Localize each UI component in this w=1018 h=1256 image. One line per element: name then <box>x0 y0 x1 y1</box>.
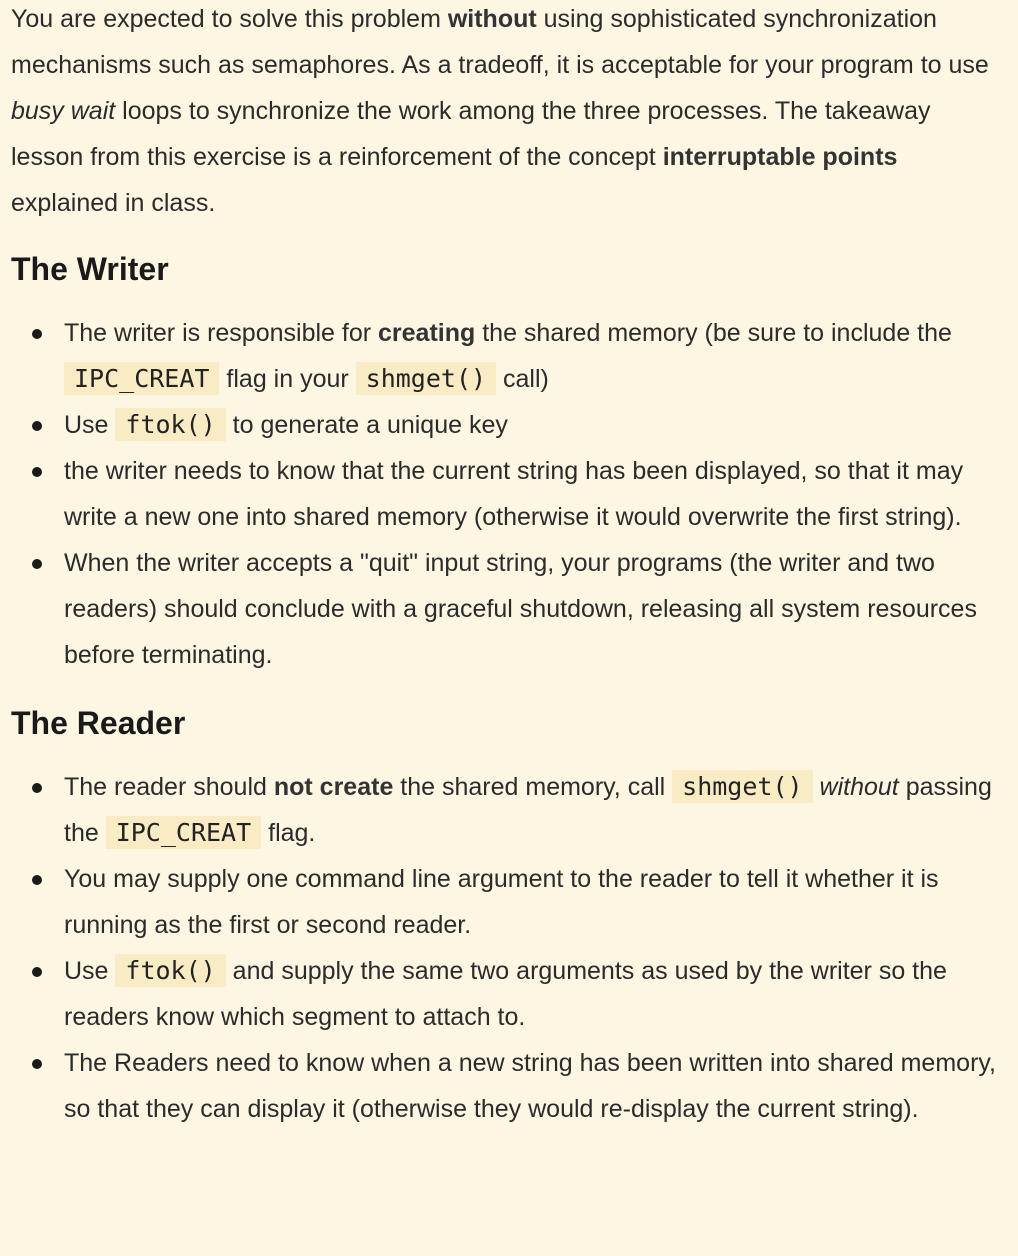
emphasis-interruptable-points: interruptable points <box>662 143 898 171</box>
list-text: Use <box>64 411 116 439</box>
emphasis-without: without <box>447 5 537 33</box>
emphasis-creating: creating <box>378 319 476 347</box>
list-text: to generate a unique key <box>225 411 508 439</box>
code-shmget: shmget() <box>672 770 812 803</box>
code-ipc-creat: IPC_CREAT <box>64 362 219 395</box>
list-text: Use <box>64 957 116 985</box>
reader-list-item <box>64 948 1000 1040</box>
list-text: The writer is responsible for <box>64 319 379 347</box>
writer-list-item <box>64 448 1000 540</box>
list-text: You may supply one command line argument to the reader to tell it whether it is running as the first or second reader. <box>64 865 939 939</box>
reader-list-item <box>64 764 1000 856</box>
intro-text: You are expected to solve this problem <box>11 5 448 33</box>
code-ipc-creat: IPC_CREAT <box>106 816 261 849</box>
list-text: flag. <box>261 819 316 847</box>
intro-text: explained in class. <box>11 189 216 217</box>
emphasis-busy-wait: busy wait <box>11 97 116 125</box>
writer-list-item <box>64 540 1000 678</box>
list-text: The Readers need to know when a new string has been written into shared memory, so that they can display it (otherwise they would re-display the current string). <box>64 1049 996 1123</box>
list-text: the shared memory (be sure to include the <box>475 319 952 347</box>
intro-text: using sophisticated synchronization mechanisms such as semaphores. As a tradeoff, it is acceptable for your program to use <box>11 5 989 79</box>
intro-paragraph <box>11 0 1000 226</box>
writer-list-item <box>64 402 1000 448</box>
list-text: The reader should <box>64 773 274 801</box>
reader-list-item <box>64 856 1000 948</box>
code-shmget: shmget() <box>356 362 496 395</box>
emphasis-not-create: not create <box>273 773 394 801</box>
emphasis-without: without <box>819 773 899 801</box>
list-text: passing the <box>64 773 992 847</box>
list-text: the shared memory, call <box>393 773 673 801</box>
intro-text: loops to synchronize the work among the three processes. The takeaway lesson from this exercise is a reinforcement of the concept <box>11 97 931 171</box>
reader-list <box>11 764 1000 1132</box>
list-text: and supply the same two arguments as used by the writer so the readers know which segment to attach to. <box>64 957 947 1031</box>
list-text: the writer needs to know that the current string has been displayed, so that it may write a new one into shared memory (otherwise it would overwrite the first string). <box>64 457 964 531</box>
code-ftok: ftok() <box>115 408 225 441</box>
reader-heading: The Reader <box>11 705 186 741</box>
list-text <box>813 773 820 801</box>
writer-heading: The Writer <box>11 251 169 287</box>
list-text: call) <box>496 365 549 393</box>
code-ftok: ftok() <box>115 954 225 987</box>
writer-list <box>11 310 1000 678</box>
writer-list-item <box>64 310 1000 402</box>
list-text: flag in your <box>219 365 356 393</box>
list-text: When the writer accepts a "quit" input string, your programs (the writer and two readers) should conclude with a graceful shutdown, releasing all system resources before terminating. <box>64 549 977 669</box>
reader-list-item <box>64 1040 1000 1132</box>
